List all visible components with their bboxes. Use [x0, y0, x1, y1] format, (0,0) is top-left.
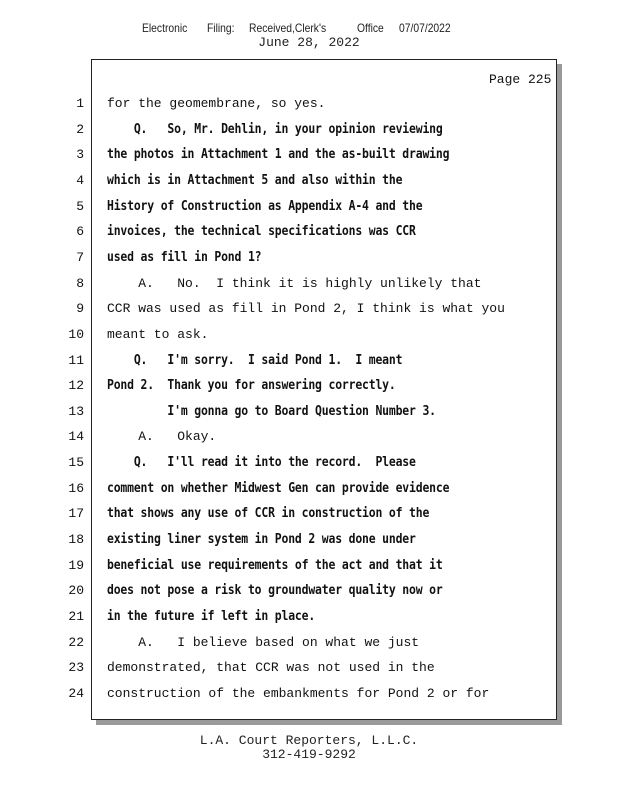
transcript-line-text: construction of the embankments for Pond 2 or for	[107, 686, 490, 701]
transcript-line-text: beneficial use requirements of the act and that it	[107, 558, 443, 573]
line-number: 23	[68, 660, 84, 675]
line-number: 3	[76, 147, 84, 162]
page-number: Page 225	[489, 72, 552, 87]
line-number: 24	[68, 686, 84, 701]
transcript-line-text: that shows any use of CCR in construction of the	[107, 506, 430, 521]
transcript-line-text: A. No. I think it is highly unlikely that	[107, 276, 482, 291]
transcript-line-text: invoices, the technical specifications was CCR	[107, 224, 416, 239]
line-number: 16	[68, 481, 84, 496]
stamp-electronic: Electronic	[142, 21, 188, 35]
transcript-line-text: does not pose a risk to groundwater quality now or	[107, 583, 443, 598]
transcript-line-text: meant to ask.	[107, 327, 209, 342]
line-number: 6	[76, 224, 84, 239]
line-number: 9	[76, 301, 84, 316]
line-number: 5	[76, 199, 84, 214]
line-number: 13	[68, 404, 84, 419]
line-number: 17	[68, 506, 84, 521]
line-number: 1	[76, 96, 84, 111]
stamp-received-clerks: Received,Clerk's	[249, 21, 327, 35]
transcript-line-text: I'm gonna go to Board Question Number 3.	[107, 404, 436, 419]
transcript-line-text: A. Okay.	[107, 429, 217, 444]
transcript-line-text: for the geomembrane, so yes.	[107, 96, 326, 111]
transcript-line-text: comment on whether Midwest Gen can provide evidence	[107, 481, 450, 496]
transcript-line-text: existing liner system in Pond 2 was done under	[107, 532, 416, 547]
transcript-line-text: Q. I'll read it into the record. Please	[107, 455, 416, 470]
line-number: 15	[68, 455, 84, 470]
line-number: 10	[68, 327, 84, 342]
transcript-line-text: the photos in Attachment 1 and the as-built drawing	[107, 147, 450, 162]
transcript-line-text: A. I believe based on what we just	[107, 635, 420, 650]
line-number: 12	[68, 378, 84, 393]
stamp-office: Office	[357, 21, 384, 35]
line-number: 7	[76, 250, 84, 265]
transcript-line-text: History of Construction as Appendix A-4 and the	[107, 199, 423, 214]
transcript-line-text: Pond 2. Thank you for answering correctly.	[107, 378, 396, 393]
transcript-line-text: Q. I'm sorry. I said Pond 1. I meant	[107, 353, 403, 368]
line-number: 4	[76, 173, 84, 188]
transcript-line-text: demonstrated, that CCR was not used in the	[107, 660, 435, 675]
line-number: 20	[68, 583, 84, 598]
transcript-line-text: CCR was used as fill in Pond 2, I think is what you	[107, 301, 505, 316]
transcript-date: June 28, 2022	[258, 35, 360, 50]
transcript-line-text: which is in Attachment 5 and also within the	[107, 173, 403, 188]
transcript-line-text: Q. So, Mr. Dehlin, in your opinion reviewing	[107, 122, 443, 137]
line-number: 11	[68, 353, 84, 368]
line-number: 21	[68, 609, 84, 624]
line-number: 22	[68, 635, 84, 650]
transcript-line-text: used as fill in Pond 1?	[107, 250, 262, 265]
line-number: 8	[76, 276, 84, 291]
footer-phone: 312-419-9292	[262, 747, 356, 762]
line-number: 14	[68, 429, 84, 444]
line-number: 18	[68, 532, 84, 547]
line-number: 2	[76, 122, 84, 137]
transcript-line-text: in the future if left in place.	[107, 609, 316, 624]
line-number: 19	[68, 558, 84, 573]
stamp-date: 07/07/2022	[399, 21, 451, 35]
electronic-filing-stamp	[0, 21, 618, 35]
footer-company: L.A. Court Reporters, L.L.C.	[199, 733, 419, 748]
stamp-filing: Filing:	[207, 21, 235, 35]
